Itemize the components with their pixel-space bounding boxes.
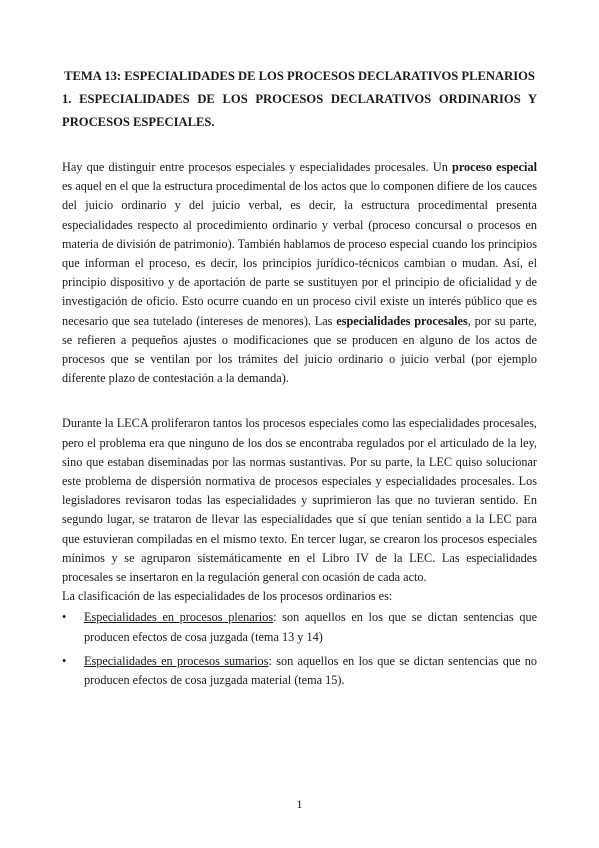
paragraph-2: Durante la LECA proliferaron tantos los procesos especiales como las especialidades procesales, pero el problema era que ninguno de los dos se encontraba regulados por el articulado de la ley, sino que estaban diseminadas por las normas sustantivas. Por su parte, la LEC quiso solucionar este problema de dispersión normativa de procesos especiales y especialidades procesales. Los legisladores revisaron todas las especialidades y suprimieron las que no tuvieran sentido. En segundo lugar, se trataron de llevar las especialidades que sí que tenían sentido a la LEC para que estuvieran compiladas en el mismo texto. En tercer lugar, se crearon los procesos especiales mínimos y se agruparon sistemáticamente en el Libro IV de la LEC. Las especialidades procesales se insertaron en la regulación general con ocasión de cada acto. (62, 416, 537, 585)
list-item-text: : son aquellos en los que se dictan sentencias que producen efectos de cosa juzgada (tema 13 y 14) (84, 610, 538, 644)
section-heading: 1. ESPECIALIDADES DE LOS PROCESOS DECLARATIVOS ORDINARIOS Y PROCESOS ESPECIALES. (62, 92, 537, 129)
page-number: 1 (296, 797, 303, 811)
paragraph-1-text-b: es aquel en el que la estructura procedimental de los actos que lo componen difiere de los cauces del juicio ordinario y del juicio verbal, es decir, la estructura procedimental presenta especialidades respecto al procedimiento ordinario y verbal (proceso concursal o procesos en materia de división de patrimonio). También hablamos de proceso especial cuando los principios que informan el proceso, es decir, los principios jurídico-técnicos cambian o mudan. Así, el principio dispositivo y de aportación de parte se sustituyen por el principio de oficialidad y de investigación de oficio. Esto ocurre cuando en un proceso civil existe un interés público que es necesario que sea tutelado (intereses de menores). Las (62, 179, 537, 328)
classification-list (62, 608, 537, 690)
list-item-term: Especialidades en procesos sumarios (84, 653, 269, 668)
paragraph-1-text-a: Hay que distinguir entre procesos especiales y especialidades procesales. Un (62, 160, 453, 174)
bullet-icon: • (62, 653, 67, 668)
list-item-term: Especialidades en procesos plenarios (84, 610, 274, 625)
document-title: TEMA 13: ESPECIALIDADES DE LOS PROCESOS DECLARATIVOS PLENARIOS (64, 69, 535, 83)
page-content (62, 66, 537, 695)
bullet-icon: • (62, 610, 67, 625)
term-especialidades-procesales: especialidades procesales (336, 313, 468, 328)
paragraph-1-text-c: , por su parte, se refieren a pequeños ajustes o modificaciones que se producen en alguno de los actos de procesos que se ventilan por los trámites del juicio ordinario o juicio verbal (por ejemplo diferente plazo de contestación a la demanda). (62, 313, 537, 386)
paragraph-1 (62, 158, 537, 388)
list-item (62, 652, 537, 690)
term-proceso-especial: proceso especial (452, 160, 537, 174)
paragraph-3: La clasificación de las especialidades de los procesos ordinarios es: (62, 589, 393, 604)
list-item (62, 608, 537, 646)
list-item-text: : son aquellos en los que se dictan sentencias que no producen efectos de cosa juzgada material (tema 15). (84, 653, 537, 688)
